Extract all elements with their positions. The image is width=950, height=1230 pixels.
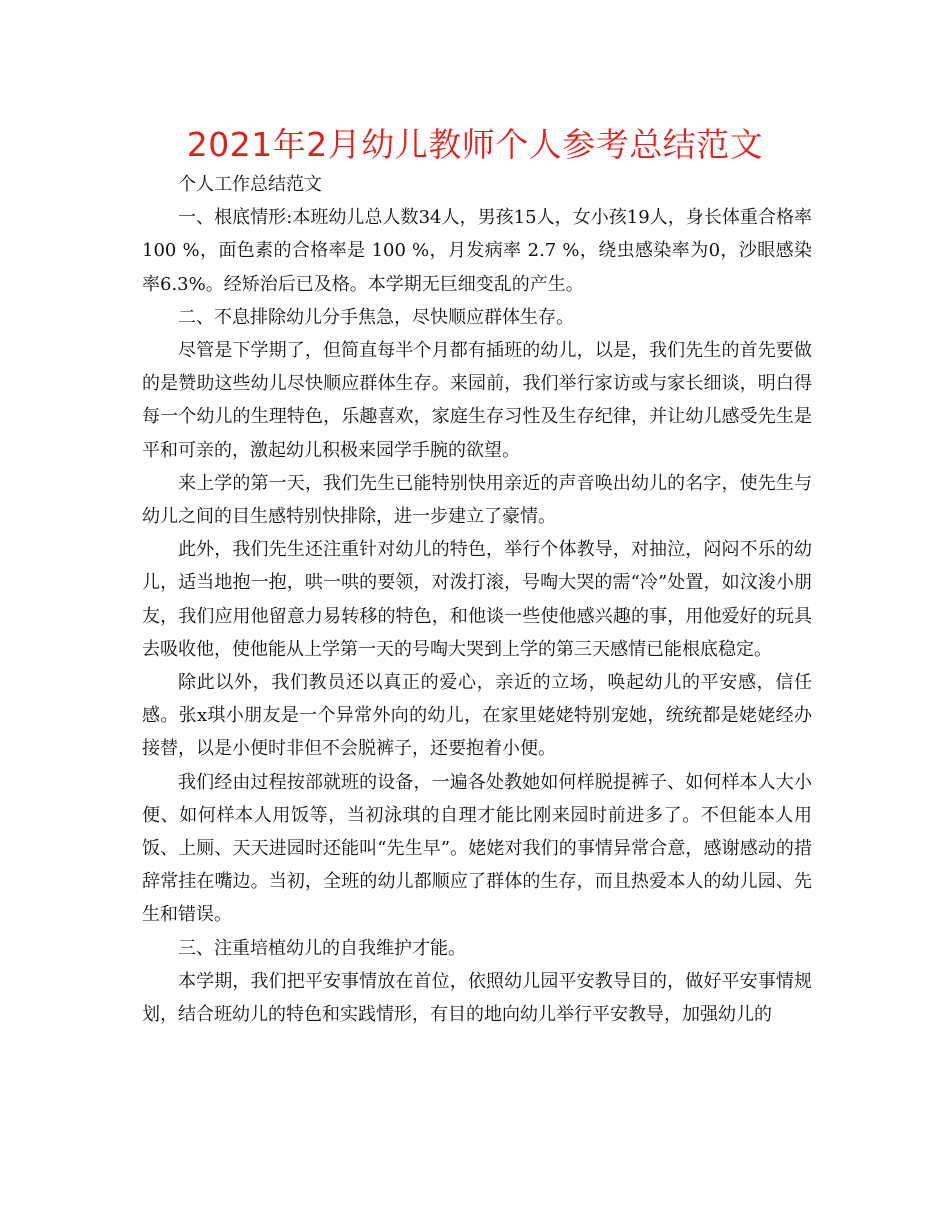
document-title: 2021年2月幼儿教师个人参考总结范文 [186, 125, 764, 164]
paragraph: 尽管是下学期了，但简直每半个月都有插班的幼儿，以是，我们先生的首先要做的是赞助这些幼儿尽快顺应群体生存。来园前，我们举行家访或与家长细谈，明白得每一个幼儿的生理特色，乐趣喜欢，家庭生存习性及生存纪律，并让幼儿感受先生是平和可亲的，激起幼儿积极来园学手腕的欲望。 [142, 340, 812, 461]
paragraph: 三、注重培植幼儿的自我维护才能。 [178, 937, 466, 959]
paragraph: 我们经由过程按部就班的设备，一遍各处教她如何样脱提裤子、如何样本人大小便、如何样本人用饭等，当初泳琪的自理才能比刚来园时前进多了。不但能本人用饭、上厕、天天进园时还能叫“先生早”。姥姥对我们的事情异常合意，感谢感动的措辞常挂在嘴边。当初，全班的幼儿都顺应了群体的生存，而且热爱本人的幼儿园、先生和错误。 [142, 771, 812, 926]
paragraph: 此外，我们先生还注重针对幼儿的特色，举行个体教导，对抽泣，闷闷不乐的幼儿，适当地抱一抱，哄一哄的要领，对泼打滚，号啕大哭的需“冷”处置，如汶浚小朋友，我们应用他留意力易转移的特色，和他谈一些使他感兴趣的事，用他爱好的玩具去吸收他，使他能从上学第一天的号啕大哭到上学的第三天感情已能根底稳定。 [142, 539, 812, 660]
paragraph: 个人工作总结范文 [178, 174, 322, 195]
document-body [142, 168, 812, 1031]
paragraph: 本学期，我们把平安事情放在首位，依照幼儿园平安教导目的，做好平安事情规划，结合班幼儿的特色和实践情形，有目的地向幼儿举行平安教导，加强幼儿的 [142, 970, 812, 1026]
paragraph: 一、根底情形:本班幼儿总人数34人，男孩15人，女小孩19人，身长体重合格率 100 %，面色素的合格率是 100 %，月发病率 2.7 %，绕虫感染率为0，沙眼感染率6.3%。经矫治后已及格。本学期无巨细变乱的产生。 [142, 207, 812, 295]
paragraph: 二、不息排除幼儿分手焦急，尽快顺应群体生存。 [178, 306, 574, 328]
paragraph: 除此以外，我们教员还以真正的爱心，亲近的立场，唤起幼儿的平安感，信任感。张x琪小朋友是一个异常外向的幼儿，在家里姥姥特别宠她，统统都是姥姥经办接替，以是小便时非但不会脱裤子，还要抱着小便。 [142, 672, 812, 760]
paragraph: 来上学的第一天，我们先生已能特别快用亲近的声音唤出幼儿的名字，使先生与幼儿之间的目生感特别快排除，进一步建立了豪情。 [142, 472, 812, 528]
